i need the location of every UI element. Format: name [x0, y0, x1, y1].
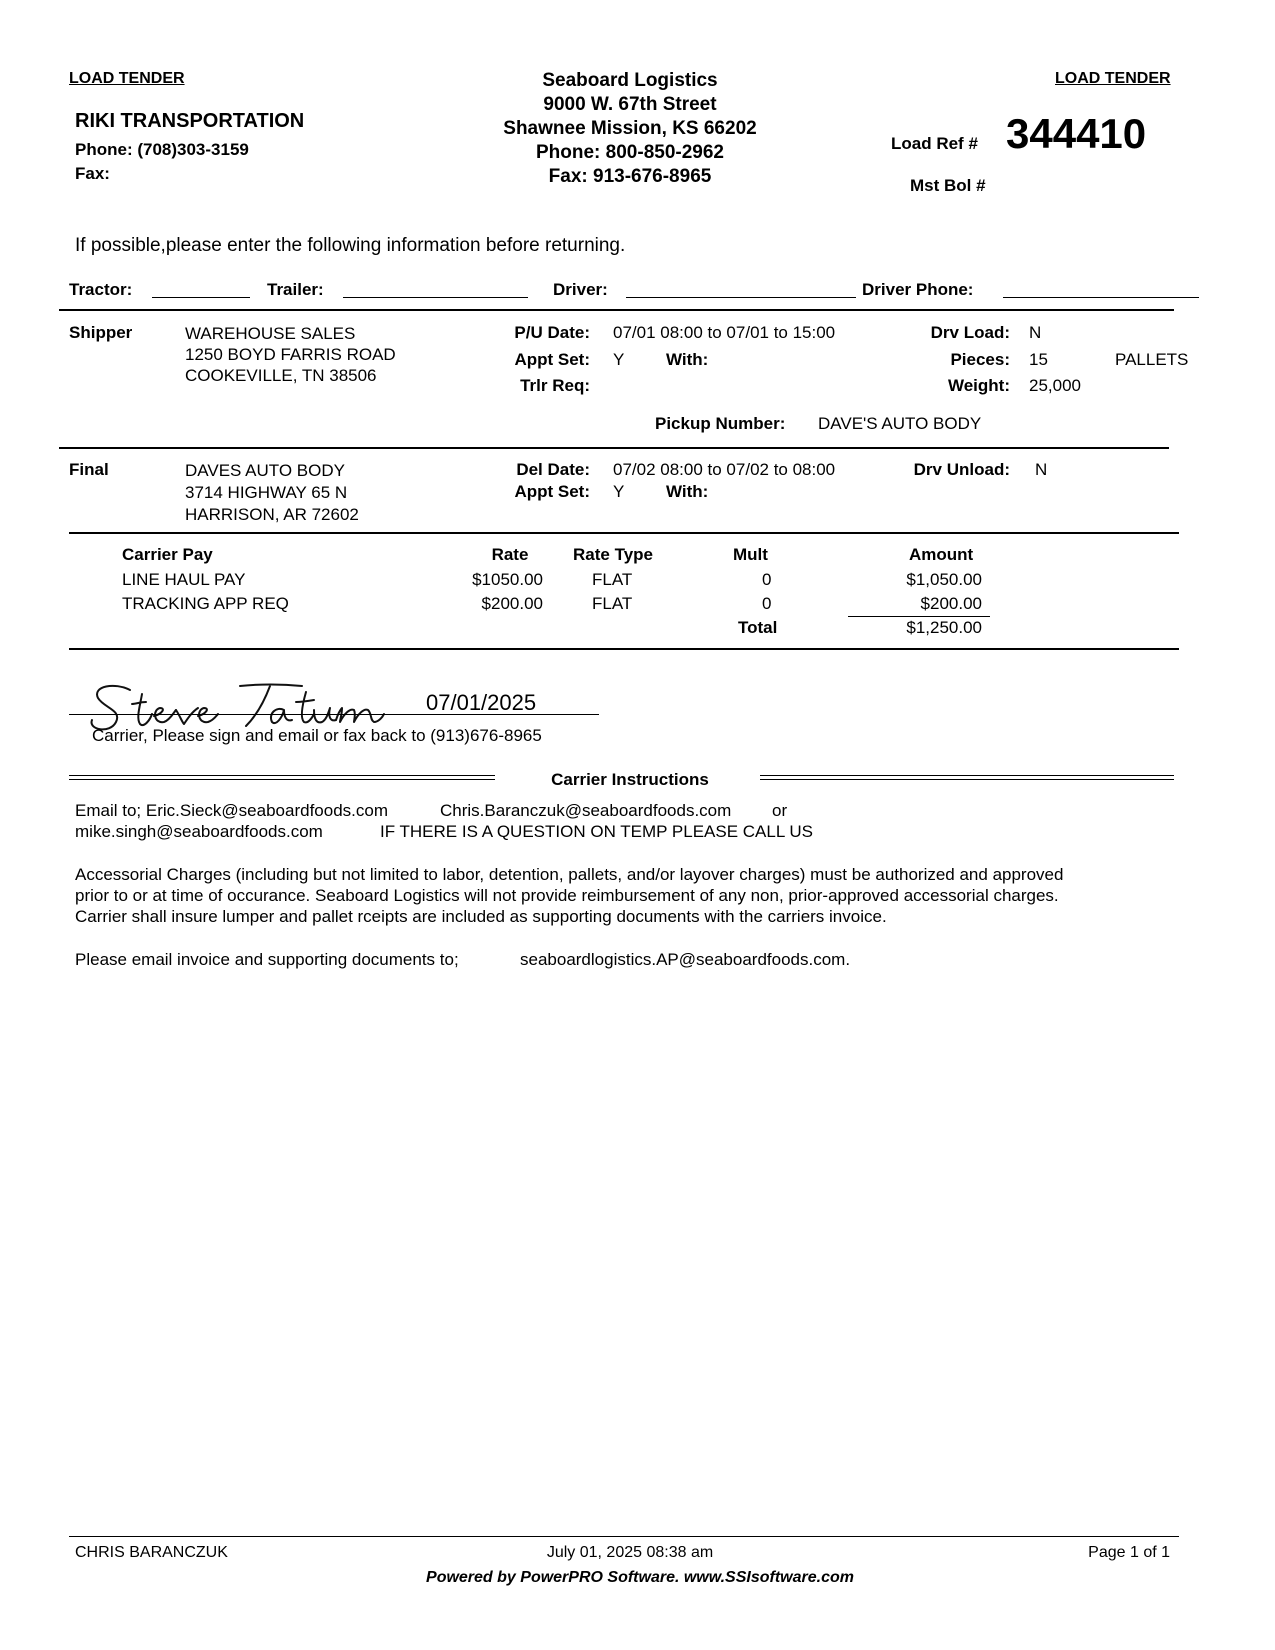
left-title: LOAD TENDER — [69, 70, 185, 87]
pu-date-value: 07/01 08:00 to 07/01 to 15:00 — [613, 323, 836, 342]
shipper-address-line2: COOKEVILLE, TN 38506 — [185, 366, 377, 385]
double-rule-left — [69, 775, 495, 780]
pay-rate-type: FLAT — [592, 594, 633, 613]
drv-load-value: N — [1029, 323, 1042, 342]
shipper-address — [185, 323, 396, 386]
email-line1-c: or — [772, 801, 788, 820]
tractor-field[interactable] — [152, 297, 250, 298]
company-name: Seaboard Logistics — [542, 70, 718, 91]
pay-rate: $200.00 — [481, 594, 543, 613]
accessorial-line1: Accessorial Charges (including but not limited to labor, detention, pallets, and/or layover charges) must be authorized and approved — [75, 865, 1064, 884]
final-label: Final — [69, 460, 109, 479]
load-ref-label: Load Ref # — [891, 134, 978, 153]
pay-amount: $1,050.00 — [906, 570, 982, 589]
carrier-phone: Phone: (708)303-3159 — [75, 140, 249, 159]
pieces-label: Pieces: — [950, 350, 1010, 369]
mult-header: Mult — [733, 545, 768, 564]
trlr-req-label: Trlr Req: — [520, 376, 590, 395]
carrier-instructions-title: Carrier Instructions — [551, 770, 709, 789]
final-address-line1: 3714 HIGHWAY 65 N — [185, 483, 348, 502]
final-appt-set-label: Appt Set: — [514, 482, 590, 501]
amount-header: Amount — [909, 545, 974, 564]
invoice-label: Please email invoice and supporting documents to; — [75, 950, 459, 969]
tractor-label: Tractor: — [69, 280, 133, 299]
carrier-pay-header: Carrier Pay — [122, 545, 213, 564]
carrier-fax: Fax: — [75, 164, 110, 183]
pay-rate-type: FLAT — [592, 570, 633, 589]
with-label: With: — [666, 350, 709, 369]
total-value: $1,250.00 — [906, 618, 982, 637]
drv-unload-value: N — [1035, 460, 1048, 479]
right-title: LOAD TENDER — [1055, 70, 1171, 87]
pu-date-label: P/U Date: — [514, 323, 590, 342]
final-with-label: With: — [666, 482, 709, 501]
subtotal-rule — [848, 616, 990, 617]
rate-header: Rate — [491, 545, 529, 564]
divider — [59, 309, 1174, 311]
pay-desc: TRACKING APP REQ — [122, 594, 289, 613]
footer-rule — [69, 1536, 1179, 1537]
drv-unload-label: Drv Unload: — [913, 460, 1010, 479]
shipper-address-line1: 1250 BOYD FARRIS ROAD — [185, 345, 396, 364]
driver-phone-field[interactable] — [1003, 297, 1199, 298]
shipper-name: WAREHOUSE SALES — [185, 324, 356, 343]
double-rule-right — [760, 775, 1174, 780]
weight-label: Weight: — [947, 376, 1010, 395]
weight-value: 25,000 — [1029, 376, 1081, 395]
appt-set-value: Y — [613, 350, 625, 369]
total-label: Total — [738, 618, 778, 637]
company-block — [470, 69, 790, 189]
company-city: Shawnee Mission, KS 66202 — [503, 118, 757, 139]
divider — [69, 648, 1179, 650]
signature-date: 07/01/2025 — [426, 690, 537, 715]
trailer-field[interactable] — [343, 297, 528, 298]
footer-powered: Powered by PowerPRO Software. www.SSIsoftware.com — [426, 1569, 854, 1586]
driver-phone-label: Driver Phone: — [862, 280, 974, 299]
invoice-email: seaboardlogistics.AP@seaboardfoods.com. — [520, 950, 851, 969]
driver-field[interactable] — [626, 297, 856, 298]
final-address — [185, 460, 359, 526]
email-line2-a: mike.singh@seaboardfoods.com — [75, 822, 323, 841]
final-name: DAVES AUTO BODY — [185, 461, 345, 480]
pieces-value: 15 — [1029, 350, 1048, 369]
driver-label: Driver: — [553, 280, 608, 299]
final-appt-set-value: Y — [613, 482, 625, 501]
divider — [69, 532, 1179, 534]
rate-type-header: Rate Type — [573, 545, 653, 564]
pickup-number-value: DAVE'S AUTO BODY — [818, 414, 982, 433]
email-line1-a: Email to; Eric.Sieck@seaboardfoods.com — [75, 801, 388, 820]
del-date-label: Del Date: — [516, 460, 590, 479]
pay-mult: 0 — [762, 594, 772, 613]
pieces-unit: PALLETS — [1115, 350, 1189, 369]
footer-page: Page 1 of 1 — [1088, 1544, 1170, 1561]
load-ref-value: 344410 — [1006, 110, 1147, 157]
del-date-value: 07/02 08:00 to 07/02 to 08:00 — [613, 460, 836, 479]
appt-set-label: Appt Set: — [514, 350, 590, 369]
company-street: 9000 W. 67th Street — [543, 94, 717, 115]
footer-datetime: July 01, 2025 08:38 am — [546, 1544, 714, 1561]
final-address-line2: HARRISON, AR 72602 — [185, 505, 359, 524]
company-fax: Fax: 913-676-8965 — [548, 166, 712, 187]
pay-amount: $200.00 — [920, 594, 982, 613]
signature-line — [69, 714, 599, 715]
divider — [59, 447, 1169, 449]
pickup-number-label: Pickup Number: — [655, 414, 786, 433]
email-line1-b: Chris.Baranczuk@seaboardfoods.com — [440, 801, 732, 820]
pay-mult: 0 — [762, 570, 772, 589]
footer-user: CHRIS BARANCZUK — [75, 1544, 228, 1561]
accessorial-line2: prior to or at time of occurance. Seaboard Logistics will not provide reimbursement of any non, prior-approved accessorial charges. — [75, 886, 1059, 905]
drv-load-label: Drv Load: — [930, 323, 1010, 342]
instruction-line: If possible,please enter the following information before returning. — [75, 235, 626, 256]
mst-bol-label: Mst Bol # — [910, 176, 986, 195]
company-phone: Phone: 800-850-2962 — [536, 142, 724, 163]
signature-note: Carrier, Please sign and email or fax back to (913)676-8965 — [92, 726, 542, 745]
accessorial-line3: Carrier shall insure lumper and pallet rceipts are included as supporting documents with the carriers invoice. — [75, 907, 887, 926]
carrier-name: RIKI TRANSPORTATION — [75, 110, 305, 132]
pay-desc: LINE HAUL PAY — [122, 570, 246, 589]
trailer-label: Trailer: — [267, 280, 324, 299]
pay-rate: $1050.00 — [472, 570, 543, 589]
shipper-label: Shipper — [69, 323, 133, 342]
email-line2-b: IF THERE IS A QUESTION ON TEMP PLEASE CALL US — [380, 822, 814, 841]
